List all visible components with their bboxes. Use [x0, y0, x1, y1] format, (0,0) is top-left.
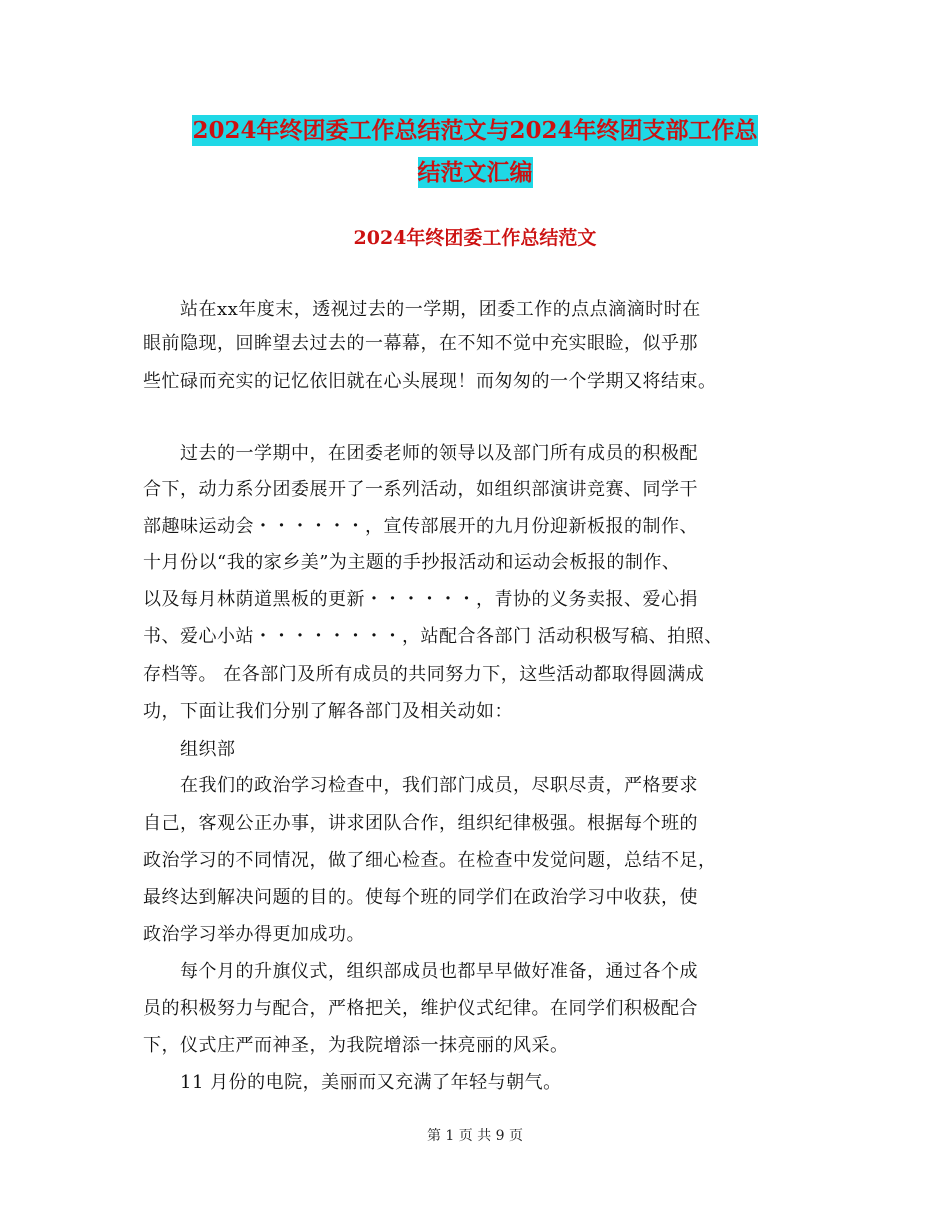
text-line: 以及每月林荫道黑板的更新・・・・・・，青协的义务卖报、爱心捐: [143, 589, 698, 610]
text-line: 存档等。 在各部门及所有成员的共同努力下，这些活动都取得圆满成: [143, 664, 705, 685]
page-footer: 第 1 页 共 9 页: [426, 1128, 524, 1144]
text-line: 在我们的政治学习检查中，我们部门成员，尽职尽责，严格要求: [143, 775, 698, 796]
text-line: 最终达到解决问题的目的。使每个班的同学们在政治学习中收获，使: [143, 887, 698, 908]
text-line: 自己，客观公正办事，讲求团队合作，组织纪律极强。根据每个班的: [143, 813, 698, 834]
text-line: 下，仪式庄严而神圣，为我院增添一抹亮丽的风采。: [143, 1035, 569, 1056]
text-line: 眼前隐现，回眸望去过去的一幕幕，在不知不觉中充实眼睑，似乎那: [143, 333, 698, 354]
text-line: 些忙碌而充实的记忆依旧就在心头展现！而匆匆的一个学期又将结束。: [143, 371, 717, 392]
text-line: 过去的一学期中，在团委老师的领导以及部门所有成员的积极配: [143, 443, 698, 464]
text-line: 政治学习举办得更加成功。: [143, 924, 365, 945]
section-heading-organization: 组织部: [143, 739, 236, 760]
text-line: 员的积极努力与配合，严格把关，维护仪式纪律。在同学们积极配合: [143, 998, 698, 1019]
text-line: 书、爱心小站・・・・・・・・，站配合各部门 活动积极写稿、拍照、: [143, 626, 723, 647]
text-line: 站在xx年度末，透视过去的一学期，团委工作的点点滴滴时时在: [143, 299, 701, 320]
text-line: 功，下面让我们分别了解各部门及相关动如：: [143, 701, 513, 722]
text-line: 11 月份的电院，美丽而又充满了年轻与朝气。: [143, 1072, 562, 1093]
document-title-line-1: 2024年终团委工作总结范文与2024年终团支部工作总: [192, 117, 758, 144]
section-title: 2024年终团委工作总结范文: [353, 227, 597, 249]
text-line: 十月份以“我的家乡美”为主题的手抄报活动和运动会板报的制作、: [143, 552, 681, 573]
text-line: 合下，动力系分团委展开了一系列活动，如组织部演讲竞赛、同学干: [143, 479, 698, 500]
text-line: 政治学习的不同情况，做了细心检查。在检查中发觉问题，总结不足，: [143, 850, 717, 871]
text-line: 每个月的升旗仪式，组织部成员也都早早做好准备，通过各个成: [143, 961, 698, 982]
document-title-line-2: 结范文汇编: [417, 159, 533, 186]
text-line: 部趣味运动会・・・・・・，宣传部展开的九月份迎新板报的制作、: [143, 516, 698, 537]
